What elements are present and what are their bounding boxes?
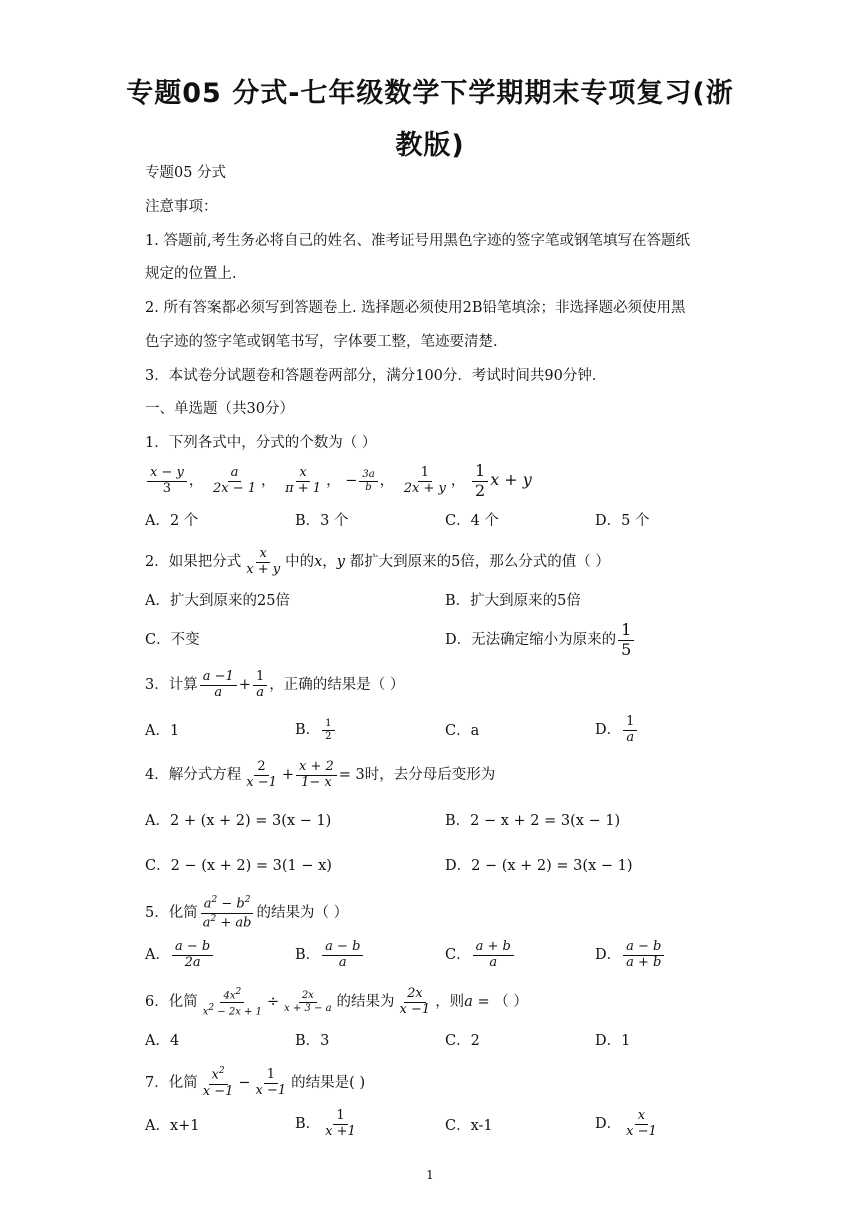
q1-frac-6-den: 2 xyxy=(475,480,486,500)
q4-option-b xyxy=(445,811,620,831)
q3-frac-2 xyxy=(253,670,267,701)
q4-frac-1-den: x −1 xyxy=(246,774,277,790)
q1-frac-3-num: x xyxy=(296,466,309,482)
notice-2-cont: 色字迹的签字笔或钢笔书写，字体要工整，笔迹要清楚. xyxy=(145,334,498,350)
notice-1: 1. 答题前,考生务必将自己的姓名、准考证号用黑色字迹的签字笔或钢笔填写在答题纸 xyxy=(145,233,691,249)
q4-option-b-label: B． xyxy=(445,813,471,829)
q2-stem-b: 中的 xyxy=(285,554,315,570)
q2-option-d-den: 5 xyxy=(621,639,632,659)
q6-frac-1-den: $x^2 - 2x + 1$ xyxy=(202,1002,262,1017)
q3-stem-a: 3．计算 xyxy=(145,677,198,693)
q1-frac-5-num: 1 xyxy=(418,466,432,482)
q5-option-a-num: a − b xyxy=(172,940,213,956)
q3-option-d-frac xyxy=(623,715,637,746)
q2-frac xyxy=(243,547,283,578)
q5-option-b-num: a − b xyxy=(322,940,363,956)
q2-stem-c: 都扩大到原来的5倍，那么分式的值（ ） xyxy=(349,554,610,570)
q2-var-y: y xyxy=(336,554,345,570)
q3-stem: 3．计算 $\frac{a -1}{a}$ + $\frac{1}{a}$ ，正确的结果是（ ） xyxy=(145,668,405,700)
q7-option-b-frac xyxy=(322,1109,359,1140)
q3-option-d xyxy=(595,712,639,748)
q5-option-d-frac xyxy=(623,940,664,971)
q3-option-b-frac xyxy=(322,718,334,742)
q2-option-d-num: 1 xyxy=(618,621,634,640)
title-line-1: 专题05 分式-七年级数学下学期期末专项复习(浙 xyxy=(126,78,734,109)
page-title xyxy=(70,68,790,172)
q2-option-c: C．不变 xyxy=(145,632,200,648)
q1-frac-2-num: a xyxy=(228,466,242,482)
q3-option-c: C．a xyxy=(445,723,480,739)
q4-option-b-expr: 2 − x + 2 = 3(x − 1) xyxy=(470,813,621,829)
q3-option-d-den: a xyxy=(626,729,635,745)
q4-stem-a: 4．解分式方程 xyxy=(145,767,242,783)
q3-option-a: A．1 xyxy=(145,723,180,739)
q6-frac-2 xyxy=(281,990,334,1014)
q7-frac-1-den: x −1 xyxy=(202,1083,234,1099)
q2-option-d-frac xyxy=(618,621,634,659)
q5-option-c-den: a xyxy=(489,954,498,970)
q2-option-b: B．扩大到原来的5倍 xyxy=(445,593,581,609)
q6-frac-2-num: 2x xyxy=(299,990,317,1003)
q2-frac-num: x xyxy=(256,547,269,563)
q3-option-d-num: 1 xyxy=(623,715,637,731)
q4-option-d-expr: 2 − (x + 2) = 3(x − 1) xyxy=(471,858,633,874)
q7-frac-1 xyxy=(200,1066,237,1099)
q3-frac-2-num: 1 xyxy=(253,670,267,686)
q5-option-b xyxy=(295,937,365,973)
q5-option-a-den: 2a xyxy=(184,954,201,970)
q1-stem: 1．下列各式中，分式的个数为（ ） xyxy=(145,435,377,451)
q4-option-c xyxy=(145,856,332,876)
q4-option-a xyxy=(145,811,331,831)
q1-frac-6 xyxy=(472,462,488,500)
q5-option-a xyxy=(145,937,215,973)
q7-option-d xyxy=(595,1106,662,1142)
section-heading: 一、单选题（共30分） xyxy=(145,401,294,417)
q7-stem-a: 7．化简 xyxy=(145,1075,198,1091)
q3-option-b-num: 1 xyxy=(322,718,334,731)
q2-stem: 2．如果把分式 $\frac{x}{x + y}$ 中的x，y 都扩大到原来的5倍，那么分式的值（ ） xyxy=(145,545,610,577)
q5-option-c-frac xyxy=(473,940,514,971)
q6-stem-a: 6．化简 xyxy=(145,994,198,1010)
q5-option-c-label: C． xyxy=(445,947,471,963)
q2-var-x: x xyxy=(314,554,323,570)
q1-frac-3 xyxy=(282,466,324,497)
q3-frac-1 xyxy=(200,670,237,701)
q1-frac-6-num: 1 xyxy=(472,462,488,481)
q6-frac-3-den: x −1 xyxy=(399,1001,431,1017)
q3-frac-2-den: a xyxy=(256,684,264,700)
q7-option-c: C．x-1 xyxy=(445,1118,493,1134)
q2-option-d-text: D．无法确定缩小为原来的 xyxy=(445,632,617,648)
q3-option-b xyxy=(295,712,337,748)
q4-option-c-expr: 2 − (x + 2) = 3(1 − x) xyxy=(170,858,332,874)
q6-stem: 6．化简 $\frac{4x^2}{x^2 - 2x + 1}$ ÷ $\frac{2x}{x + 3 - a}$ 的结果为 $\frac{2x}{x -1}$ ，则a = （ ） xyxy=(145,985,528,1017)
q7-frac-2-den: x −1 xyxy=(255,1082,287,1098)
title-line-2: 教版) xyxy=(395,130,465,161)
q1-frac-1-num: x − y xyxy=(147,466,187,482)
q6-stem-c: ，则 xyxy=(435,994,465,1010)
q6-frac-1-num: $4x^2$ xyxy=(220,987,244,1003)
q7-frac-1-num: $x^2$ xyxy=(209,1066,228,1084)
q4-frac-2-den: 1− x xyxy=(301,774,332,790)
q5-stem-b: 的结果为（ ） xyxy=(256,905,349,921)
notice-heading: 注意事项： xyxy=(145,199,218,215)
q4-option-d xyxy=(445,856,633,876)
q4-option-c-label: C． xyxy=(145,858,171,874)
q1-option-c: C．4 个 xyxy=(445,513,499,529)
q7-stem-b: 的结果是( ) xyxy=(291,1075,366,1091)
q7-option-b-den: x +1 xyxy=(325,1123,356,1139)
q6-frac-3 xyxy=(397,987,434,1018)
q7-option-d-den: x −1 xyxy=(626,1123,657,1139)
subtitle: 专题05 分式 xyxy=(145,165,227,181)
q6-var-a: a xyxy=(464,994,473,1010)
q1-expressions: $\frac{x - y}{3}$ ， $\frac{a}{2x - 1}$ ， $\frac{x}{\pi + 1}$ ， − $\frac{3a}{b}$ ， $\frac{1}{2x + y}$ ， $\frac{1}{2}$ x + y xyxy=(145,462,532,500)
q1-frac-3-den: π + 1 xyxy=(285,480,322,496)
q1-option-a: A．2 个 xyxy=(145,513,199,529)
q3-frac-1-num: a −1 xyxy=(200,670,237,686)
notice-3: 3．本试卷分试题卷和答题卷两部分，满分100分．考试时间共90分钟． xyxy=(145,368,607,384)
q4-frac-2 xyxy=(296,760,337,791)
q1-frac-1 xyxy=(147,466,187,497)
q7-option-d-num: x xyxy=(635,1109,648,1125)
q1-frac-4-num: 3a xyxy=(359,469,377,482)
q5-option-b-frac xyxy=(322,940,363,971)
q7-frac-2-num: 1 xyxy=(264,1068,278,1084)
q6-option-c: C．2 xyxy=(445,1033,480,1049)
q1-frac-5-den: 2x + y xyxy=(403,480,446,496)
q5-option-c-num: a + b xyxy=(473,940,514,956)
q2-option-a: A．扩大到原来的25倍 xyxy=(145,593,290,609)
q1-tail: x + y xyxy=(490,470,532,489)
q5-option-a-frac xyxy=(172,940,213,971)
q3-option-d-label: D． xyxy=(595,722,622,738)
q5-option-d-num: a − b xyxy=(623,940,664,956)
q6-option-b: B．3 xyxy=(295,1033,330,1049)
q7-option-d-frac xyxy=(623,1109,660,1140)
q1-frac-2 xyxy=(210,466,259,497)
q7-stem: 7．化简 $\frac{x^2}{x -1}$ − $\frac{1}{x -1}$ 的结果是( ) xyxy=(145,1066,366,1099)
q7-option-d-label: D． xyxy=(595,1116,622,1132)
q6-stem-d: （ ） xyxy=(494,994,528,1010)
q4-frac-2-num: x + 2 xyxy=(296,760,337,776)
q5-option-d xyxy=(595,937,666,973)
q6-frac-2-den: x + 3 − a xyxy=(284,1002,332,1014)
q1-frac-5 xyxy=(401,466,449,497)
page-number: 1 xyxy=(426,1168,434,1182)
q5-option-b-label: B． xyxy=(295,947,321,963)
notice-1-cont: 规定的位置上. xyxy=(145,266,237,282)
notice-2: 2. 所有答案都必须写到答题卷上. 选择题必须使用2B铅笔填涂；非选择题必须使用黑 xyxy=(145,300,686,316)
q5-frac xyxy=(200,895,255,931)
q5-frac-den: $a^2$ + ab xyxy=(202,913,252,930)
q4-option-a-label: A． xyxy=(145,813,170,829)
q1-frac-4 xyxy=(359,469,377,493)
q5-option-b-den: a xyxy=(338,954,347,970)
q2-option-d xyxy=(445,620,636,660)
q2-stem-a: 2．如果把分式 xyxy=(145,554,242,570)
q5-frac-num: $a^2 - b^2$ xyxy=(201,895,254,913)
q5-option-a-label: A． xyxy=(145,947,170,963)
q1-option-d: D．5 个 xyxy=(595,513,650,529)
q4-frac-1 xyxy=(243,760,280,791)
q7-option-b xyxy=(295,1106,361,1142)
q4-stem-b: 时，去分母后变形为 xyxy=(364,767,496,783)
q5-option-d-label: D． xyxy=(595,947,622,963)
q6-frac-1 xyxy=(200,987,265,1018)
q4-option-d-label: D． xyxy=(445,858,472,874)
q6-option-d: D．1 xyxy=(595,1033,631,1049)
q3-frac-1-den: a xyxy=(214,684,223,700)
q4-frac-1-num: 2 xyxy=(254,760,268,776)
q7-option-a: A．x+1 xyxy=(145,1118,200,1134)
q7-option-b-num: 1 xyxy=(333,1109,347,1125)
q1-minus: − xyxy=(345,473,358,489)
q6-stem-b: 的结果为 xyxy=(336,994,395,1010)
q5-option-c xyxy=(445,937,516,973)
q7-frac-2 xyxy=(253,1068,290,1099)
q5-option-d-den: a + b xyxy=(626,954,662,970)
q1-frac-2-den: 2x − 1 xyxy=(212,480,256,496)
q6-frac-3-num: 2x xyxy=(404,987,426,1003)
q2-frac-den: x + y xyxy=(246,561,281,577)
q4-stem: 4．解分式方程 $\frac{2}{x -1}$ + $\frac{x + 2}{1- x}$ = 3时，去分母后变形为 xyxy=(145,758,496,790)
q7-option-b-label: B． xyxy=(295,1116,321,1132)
q1-option-b: B．3 个 xyxy=(295,513,349,529)
q5-stem xyxy=(145,893,348,933)
q3-stem-b: ，正确的结果是（ ） xyxy=(269,677,405,693)
q4-option-a-expr: 2 + (x + 2) = 3(x − 1) xyxy=(169,813,332,829)
q5-stem-a: 5．化简 xyxy=(145,905,198,921)
q1-frac-1-den: 3 xyxy=(162,480,172,496)
q1-frac-4-den: b xyxy=(365,481,372,493)
q6-option-a: A．4 xyxy=(145,1033,180,1049)
q3-option-b-den: 2 xyxy=(325,730,332,742)
q3-option-b-label: B． xyxy=(295,722,321,738)
